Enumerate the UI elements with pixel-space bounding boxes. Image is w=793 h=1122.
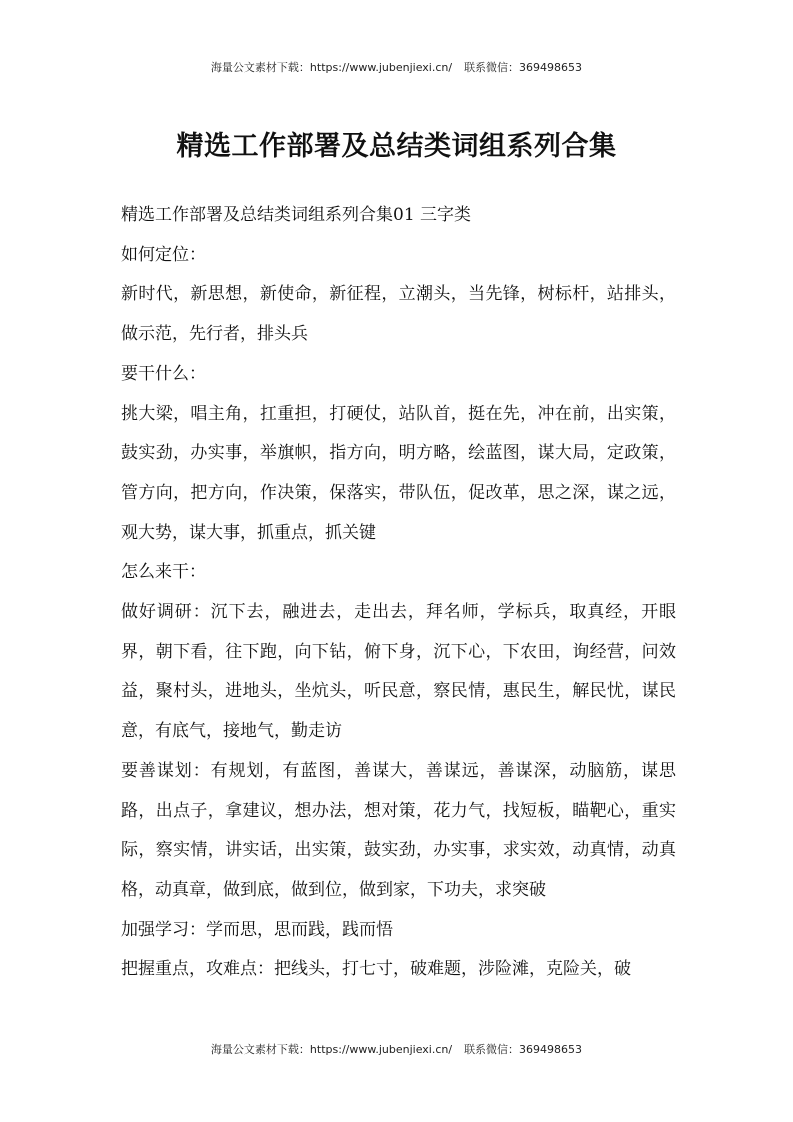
paragraph: 要善谋划：有规划，有蓝图，善谋大，善谋远，善谋深，动脑筋，谋思路，出点子，拿建议，想办法，想对策，花力气，找短板，瞄靶心，重实际，察实情，讲实话，出实策，鼓实劲，办实事，求实效，动真情，动真格，动真章，做到底，做到位，做到家，下功夫，求突破 [121,760,676,900]
header-url-link[interactable]: https://www.jubenjiexi.cn/ [309,61,453,74]
paragraph: 挑大梁，唱主角，扛重担，打硬仗，站队首，挺在先，冲在前，出实策，鼓实劲，办实事，举旗帜，指方向，明方略，绘蓝图，谋大局，定政策，管方向，把方向，作决策，保落实，带队伍，促改革，思之深，谋之远，观大势，谋大事，抓重点，抓关键 [121,403,676,543]
paragraph: 做好调研：沉下去，融进去，走出去，拜名师，学标兵，取真经，开眼界，朝下看，往下跑，向下钻，俯下身，沉下心，下农田，询经营，问效益，聚村头，进地头，坐炕头，听民意，察民情，惠民生，解民忧，谋民意，有底气，接地气，勤走访 [121,602,676,742]
footer-contact: 联系微信：369498653 [464,1043,583,1056]
paragraph: 加强学习：学而思，思而践，践而悟 [121,919,393,940]
footer-label: 海量公文素材下载： [210,1043,310,1056]
paragraph: 新时代，新思想，新使命，新征程，立潮头，当先锋，树标杆，站排头，做示范，先行者，排头兵 [121,284,676,345]
page-header [0,59,793,75]
document-body [121,196,676,990]
document-title: 精选工作部署及总结类词组系列合集 [176,131,617,162]
paragraph: 要干什么： [121,363,206,384]
footer-url-link[interactable]: https://www.jubenjiexi.cn/ [309,1043,453,1056]
header-contact: 联系微信：369498653 [464,61,583,74]
paragraph: 把握重点，攻难点：把线头，打七寸，破难题，涉险滩，克险关，破 [121,959,631,980]
page-footer [0,1041,793,1057]
paragraph: 精选工作部署及总结类词组系列合集01 三字类 [121,205,472,225]
header-label: 海量公文素材下载： [210,61,310,74]
paragraph: 怎么来干： [121,562,206,583]
paragraph: 如何定位： [121,244,206,265]
